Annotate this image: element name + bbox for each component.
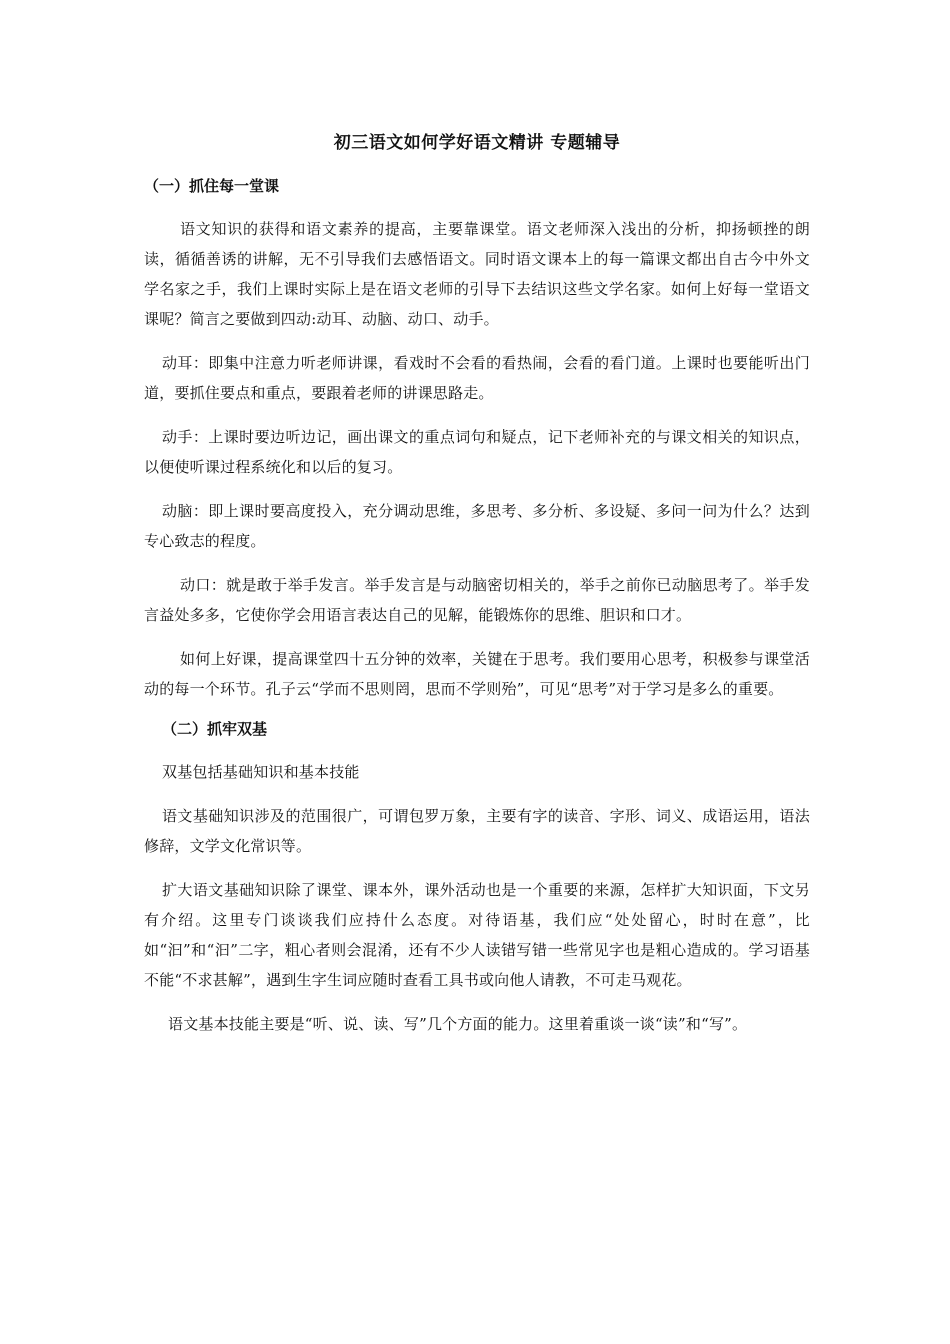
paragraph: 动脑：即上课时要高度投入，充分调动思维，多思考、多分析、多设疑、多问一问为什么？达到专心致志的程度。 [144,502,810,550]
paragraph: 双基包括基础知识和基本技能 [162,763,360,781]
paragraph: 动手：上课时要边听边记，画出课文的重点词句和疑点，记下老师补充的与课文相关的知识点，以便使听课过程系统化和以后的复习。 [144,428,810,476]
paragraph: 语文基本技能主要是“听、说、读、写”几个方面的能力。这里着重谈一谈“读”和“写”。 [168,1015,748,1033]
section-heading-1: （一）抓住每一堂课 [144,177,280,195]
paragraph: 语文基础知识涉及的范围很广，可谓包罗万象，主要有字的读音、字形、词义、成语运用，语法修辞，文学文化常识等。 [144,807,810,855]
paragraph: 语文知识的获得和语文素养的提高，主要靠课堂。语文老师深入浅出的分析，抑扬顿挫的朗读，循循善诱的讲解，无不引导我们去感悟语文。同时语文课本上的每一篇课文都出自古今中外文学名家之手，我们上课时实际上是在语文老师的引导下去结识这些文学名家。如何上好每一堂语文课呢？简言之要做到四动:动耳、动脑、动口、动手。 [144,220,810,328]
paragraph: 如何上好课，提高课堂四十五分钟的效率，关键在于思考。我们要用心思考，积极参与课堂活动的每一个环节。孔子云“学而不思则罔，思而不学则殆”，可见“思考”对于学习是多么的重要。 [144,650,810,698]
paragraph: 动耳：即集中注意力听老师讲课，看戏时不会看的看热闹，会看的看门道。上课时也要能听出门道，要抓住要点和重点，要跟着老师的讲课思路走。 [144,354,810,402]
section-heading-2: （二）抓牢双基 [162,720,268,738]
document-title: 初三语文如何学好语文精讲 专题辅导 [333,133,621,153]
paragraph: 扩大语文基础知识除了课堂、课本外，课外活动也是一个重要的来源，怎样扩大知识面，下文另有介绍。这里专门谈谈我们应持什么态度。对待语基，我们应“处处留心，时时在意”，比如“汩”和“汩”二字，粗心者则会混淆，还有不少人读错写错一些常见字也是粗心造成的。学习语基不能“不求甚解”，遇到生字生词应随时查看工具书或向他人请教，不可走马观花。 [144,881,810,989]
document-page [144,128,810,1053]
paragraph: 动口：就是敢于举手发言。举手发言是与动脑密切相关的，举手之前你已动脑思考了。举手发言益处多多，它使你学会用语言表达自己的见解，能锻炼你的思维、胆识和口才。 [144,576,810,624]
